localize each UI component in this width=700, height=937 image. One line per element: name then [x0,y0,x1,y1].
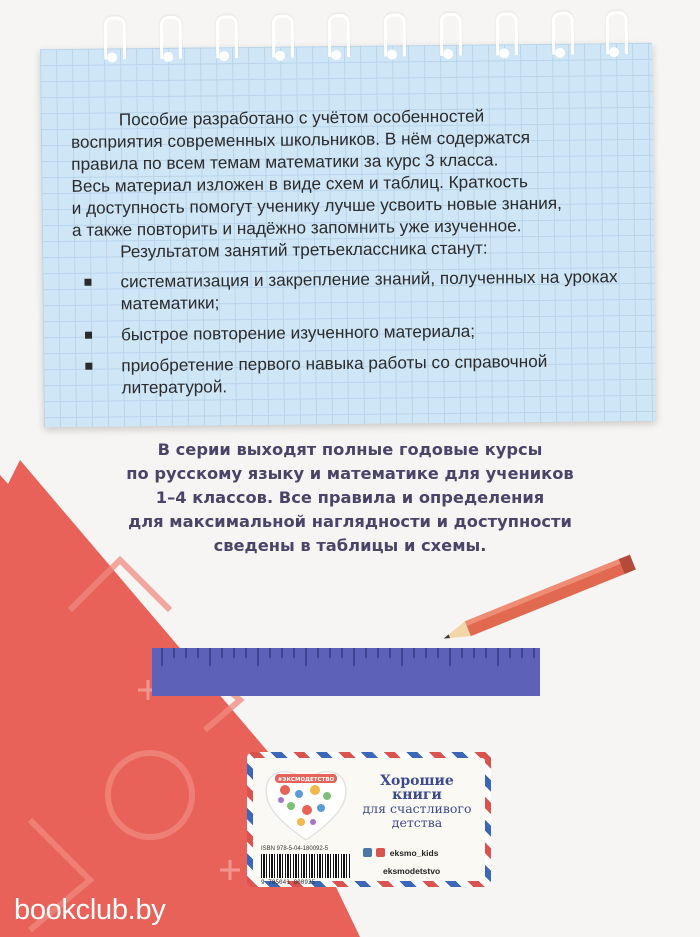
tagline-line: Хорошие [380,773,454,789]
results-lead: Результатом занятий третьеклассника станут: [120,237,488,262]
publisher-badge [247,752,491,887]
social-handle-row [363,848,438,859]
tagline-line: детства [391,815,443,830]
punch-hole [387,49,397,59]
series-line: для максимальной наглядности и доступности [128,512,572,531]
pencil-illustration [430,540,650,660]
punch-hole [609,47,619,57]
intro-line: а также повторить и надёжно запомнить уже изученное. [71,215,522,240]
barcode-digits: 9 785041 800925 [261,879,316,886]
punch-hole [443,49,453,59]
heart-label: #ЭКСМОДЕТСТВО [277,777,335,783]
site-name: eksmodetstvo [383,866,441,876]
badge-card [253,758,485,886]
ruler-illustration [152,648,540,696]
series-line: по русскому языку и математике для учеников [126,464,574,483]
results-list [72,265,653,399]
punch-hole [163,52,173,62]
series-line: сведены в таблицы и схемы. [213,536,487,555]
tagline-line: книги [392,787,442,803]
intro-line: восприятия современных школьников. В нём содержатся [70,127,531,152]
barcode-icon [261,854,351,878]
punch-hole [107,52,117,62]
punch-hole [331,50,341,60]
list-item: систематизация и закрепление знаний, полученных на уроках математики; [72,265,652,315]
intro-line: и доступность помогут ученику лучше усвоить новые знания, [71,192,562,218]
list-item: приобретение первого навыка работы со справочной литературой. [73,349,653,399]
heart-logo-icon [261,764,351,844]
watermark: bookclub.by [14,894,166,926]
punch-hole [275,51,285,61]
vk-icon [363,848,372,857]
intro-line: правила по всем темам математики за курс 3 класса. [71,149,499,174]
series-line: В серии выходят полные годовые курсы [157,440,543,459]
badge-tagline [357,774,477,830]
intro-line: Весь материал изложен в виде схем и таблиц. Краткость [71,171,529,196]
punch-hole [219,51,229,61]
list-item: быстрое повторение изученного материала; [73,318,653,346]
note-text [71,103,654,408]
series-line: 1–4 классов. Все правила и определения [155,488,545,507]
intro-line: Пособие разработано с учётом особенностей [118,105,485,130]
punch-hole [555,48,565,58]
isbn-text: ISBN 978-5-04-180092-5 [261,846,329,852]
social-icons [363,848,387,859]
punch-hole [499,48,509,58]
social-handle: eksmo_kids [389,848,439,858]
youtube-icon [376,848,385,857]
intro-paragraph [71,103,652,241]
notepad-sheet [40,43,656,427]
tagline-line: для счастливого [362,801,472,816]
